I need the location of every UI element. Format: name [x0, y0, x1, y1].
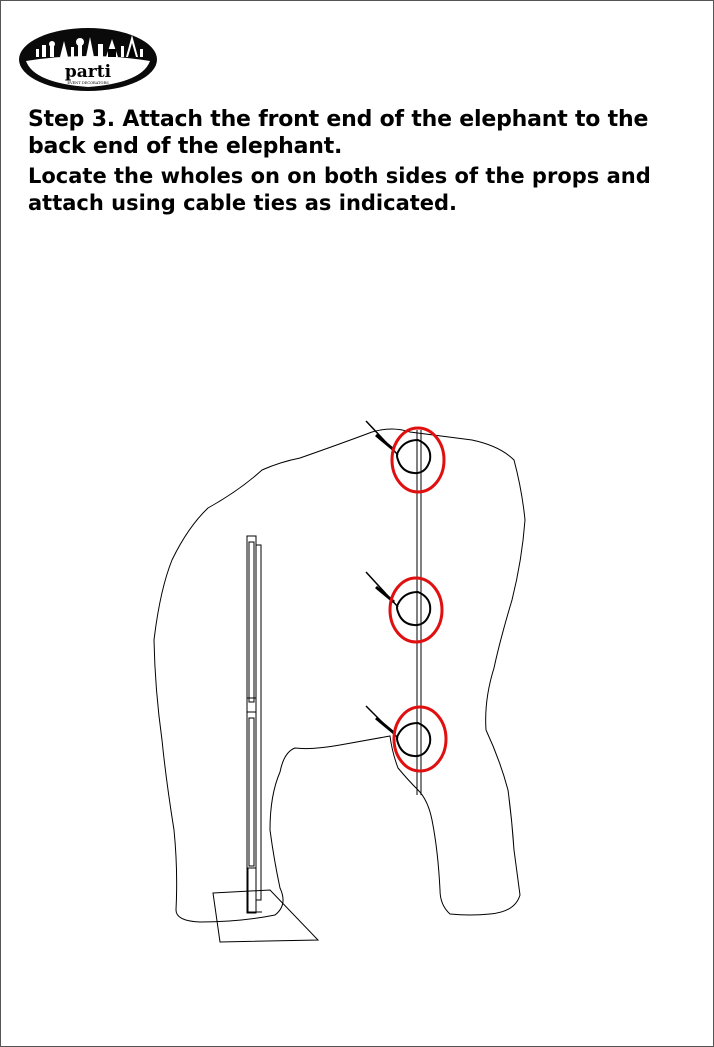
parti-logo	[18, 27, 158, 92]
step-title: Step 3. Attach the front end of the elephant to the back end of the elephant.	[28, 107, 649, 159]
step-instructions: Locate the wholes on on both sides of the props and attach using cable ties as indicated.	[28, 164, 651, 215]
logo-brand-text: parti	[64, 62, 112, 82]
logo-tagline-text: EVENT DECORATORS	[67, 81, 109, 85]
